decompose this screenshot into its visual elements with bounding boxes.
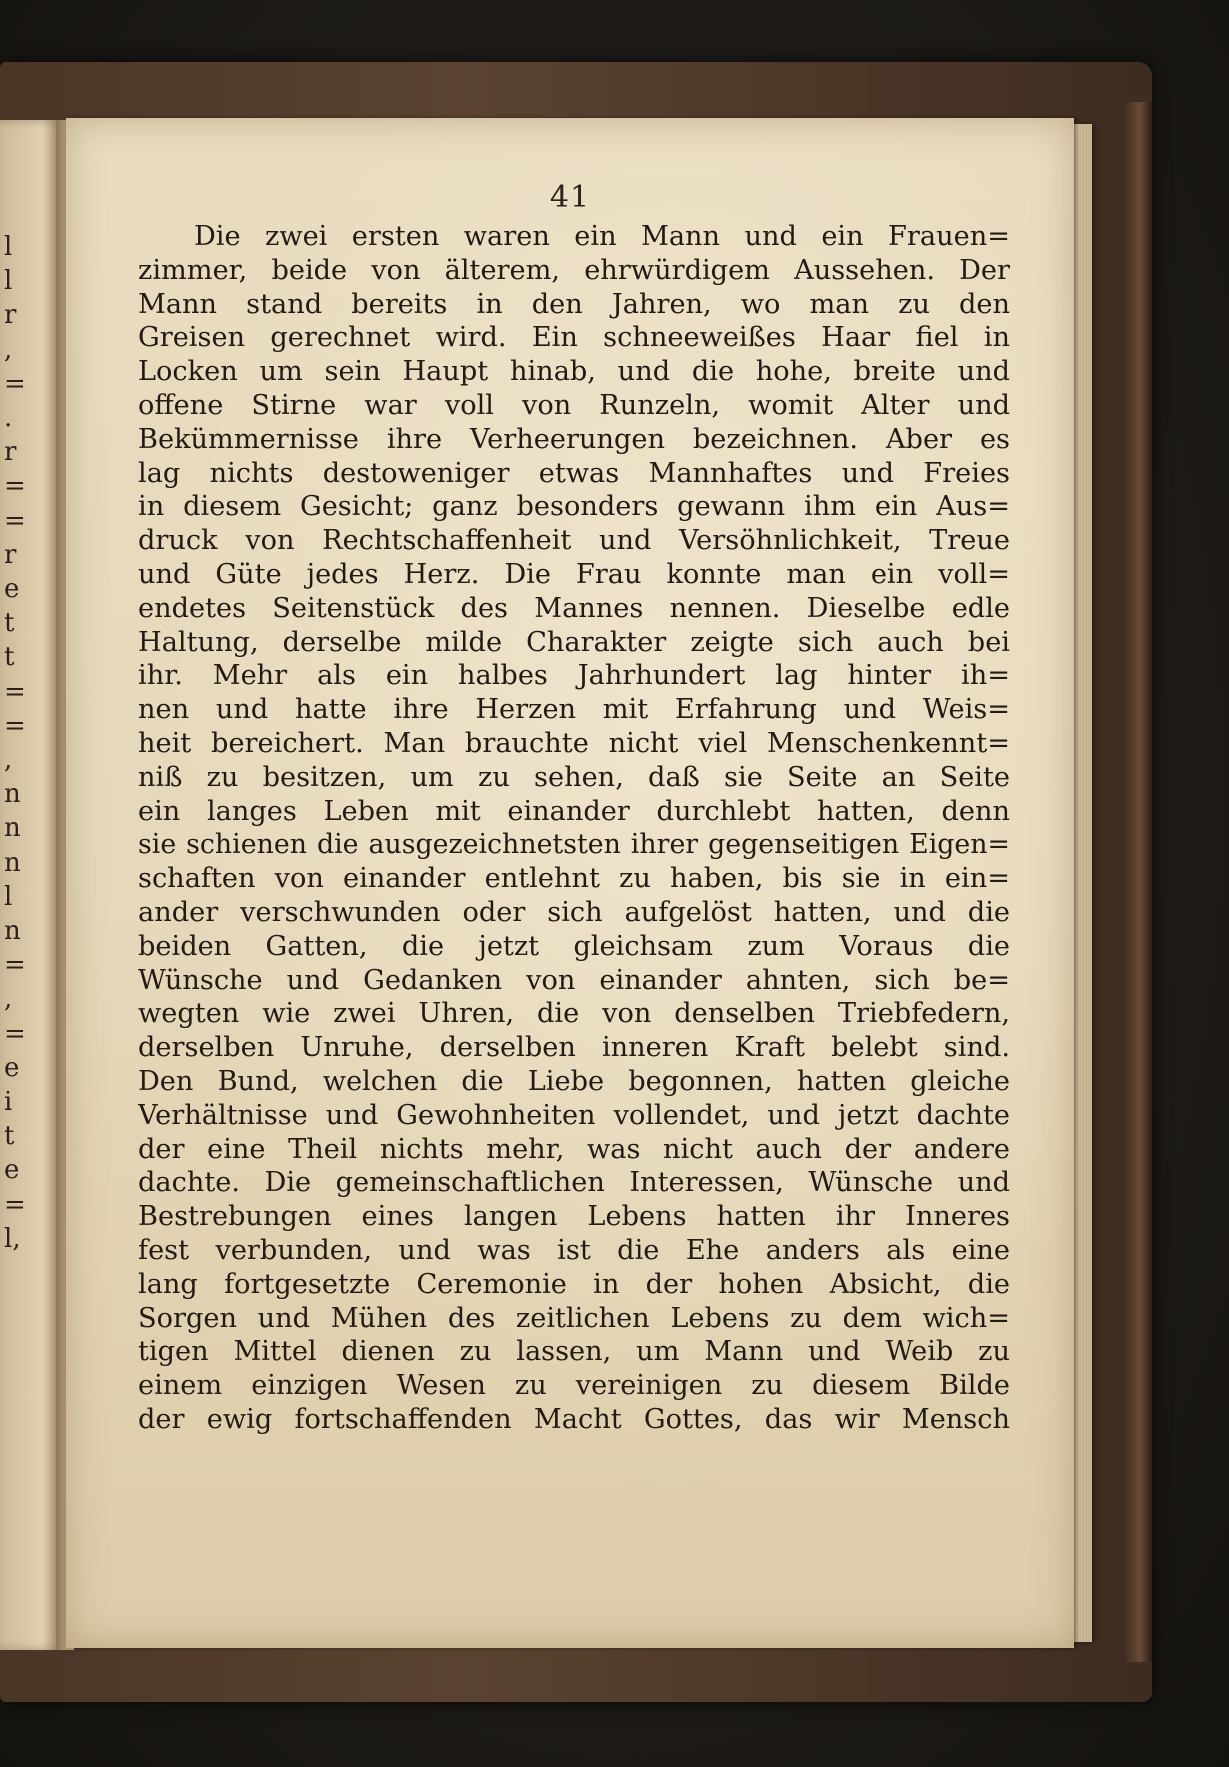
sliver-glyph: =	[4, 505, 26, 536]
sliver-glyph: =	[4, 368, 26, 399]
text-line: tigen Mittel dienen zu lassen, um Mann und Weib zu	[138, 1336, 1010, 1368]
sliver-glyph: ,	[4, 745, 13, 775]
sliver-glyph: =	[4, 950, 26, 981]
text-line: Bestrebungen eines langen Lebens hatten ihr Inneres	[138, 1201, 1010, 1233]
text-line: derselben Unruhe, derselben inneren Kraft belebt sind.	[138, 1032, 1010, 1064]
text-line: Greisen gerechnet wird. Ein schneeweißes Haar fiel in	[138, 322, 1010, 354]
text-line: lang fortgesetzte Ceremonie in der hohen Absicht, die	[138, 1268, 1010, 1300]
text-line: druck von Rechtschaffenheit und Versöhnlichkeit, Treue	[138, 525, 1010, 557]
text-line: niß zu besitzen, um zu sehen, daß sie Seite an Seite	[138, 761, 1010, 793]
page-text	[138, 220, 1010, 1437]
text-line: schaften von einander entlehnt zu haben, bis sie in ein=	[138, 863, 1010, 895]
sliver-glyph: r	[4, 539, 17, 570]
sliver-glyph: =	[4, 676, 26, 707]
sliver-glyph: e	[4, 1052, 20, 1083]
text-line: der ewig fortschaffenden Macht Gottes, das wir Mensch	[138, 1403, 1010, 1435]
text-line: Locken um sein Haupt hinab, und die hohe, breite und	[138, 356, 1010, 388]
text-line: und Güte jedes Herz. Die Frau konnte man ein voll=	[138, 558, 1010, 590]
cover-edge	[1122, 102, 1152, 1662]
text-line: in diesem Gesicht; ganz besonders gewann ihm ein Aus=	[138, 491, 1010, 523]
text-line: nen und hatte ihre Herzen mit Erfahrung und Weis=	[138, 694, 1010, 726]
text-line: Verhältnisse und Gewohnheiten vollendet, und jetzt dachte	[138, 1099, 1010, 1131]
text-line: Haltung, derselbe milde Charakter zeigte sich auch bei	[138, 626, 1010, 658]
sliver-glyph: r	[4, 300, 17, 331]
sliver-glyph: .	[4, 403, 13, 433]
text-line: wegten wie zwei Uhren, die von denselben Triebfedern,	[138, 998, 1010, 1030]
text-line: Bekümmernisse ihre Verheerungen bezeichnen. Aber es	[138, 423, 1010, 455]
book-page	[66, 118, 1074, 1648]
sliver-glyph: n	[4, 779, 21, 810]
text-line: einem einzigen Wesen zu vereinigen zu diesem Bilde	[138, 1370, 1010, 1402]
sliver-glyph: e	[4, 574, 20, 604]
text-line: fest verbunden, und was ist die Ehe anders als eine	[138, 1234, 1010, 1266]
sliver-glyph: =	[4, 1189, 26, 1220]
text-line: Die zwei ersten waren ein Mann und ein Frauen=	[194, 221, 1010, 252]
sliver-glyph: n	[4, 916, 21, 946]
sliver-glyph: i	[4, 1087, 13, 1117]
text-line: zimmer, beide von älterem, ehrwürdigem Aussehen. Der	[138, 254, 1010, 286]
text-line: Den Bund, welchen die Liebe begonnen, hatten gleiche	[138, 1065, 1010, 1097]
sliver-glyph: l	[4, 232, 13, 262]
sliver-glyph: t	[4, 608, 15, 639]
text-line: ein langes Leben mit einander durchlebt hatten, denn	[138, 795, 1010, 827]
sliver-glyph: ,	[4, 334, 13, 365]
sliver-glyph: =	[4, 471, 26, 502]
previous-page-sliver	[0, 120, 60, 1650]
text-line: Sorgen und Mühen des zeitlichen Lebens zu dem wich=	[138, 1302, 1010, 1334]
text-line: Mann stand bereits in den Jahren, wo man zu den	[138, 288, 1010, 320]
text-line: ander verschwunden oder sich aufgelöst hatten, und die	[138, 896, 1010, 928]
text-line: lag nichts destoweniger etwas Mannhaftes und Freies	[138, 457, 1010, 489]
sliver-glyph: n	[4, 813, 21, 844]
sliver-glyph: t	[4, 642, 15, 673]
sliver-glyph: l	[4, 881, 13, 912]
sliver-glyph: =	[4, 710, 26, 741]
sliver-glyph: l,	[4, 1223, 21, 1254]
sliver-glyph: l	[4, 266, 13, 297]
page-number: 41	[549, 180, 591, 215]
text-line: endetes Seitenstück des Mannes nennen. Dieselbe edle	[138, 592, 1010, 624]
text-line: beiden Gatten, die jetzt gleichsam zum Voraus die	[138, 930, 1010, 962]
text-line: dachte. Die gemeinschaftlichen Interessen, Wünsche und	[138, 1167, 1010, 1199]
text-line: offene Stirne war voll von Runzeln, womit Alter und	[138, 389, 1010, 421]
text-line: heit bereichert. Man brauchte nicht viel Menschenkennt=	[138, 727, 1010, 759]
sliver-glyph: =	[4, 1018, 26, 1049]
sliver-glyph: r	[4, 437, 17, 468]
text-line: ihr. Mehr als ein halbes Jahrhundert lag hinter ih=	[138, 660, 1010, 692]
text-line: Wünsche und Gedanken von einander ahnten, sich be=	[138, 964, 1010, 996]
sliver-glyph: n	[4, 847, 21, 878]
sliver-glyph: t	[4, 1121, 15, 1152]
sliver-glyph: e	[4, 1155, 20, 1186]
sliver-glyph: ,	[4, 984, 13, 1015]
text-line: sie schienen die ausgezeichnetsten ihrer gegenseitigen Eigen=	[138, 829, 1010, 861]
text-line: der eine Theil nichts mehr, was nicht auch der andere	[138, 1133, 1010, 1165]
